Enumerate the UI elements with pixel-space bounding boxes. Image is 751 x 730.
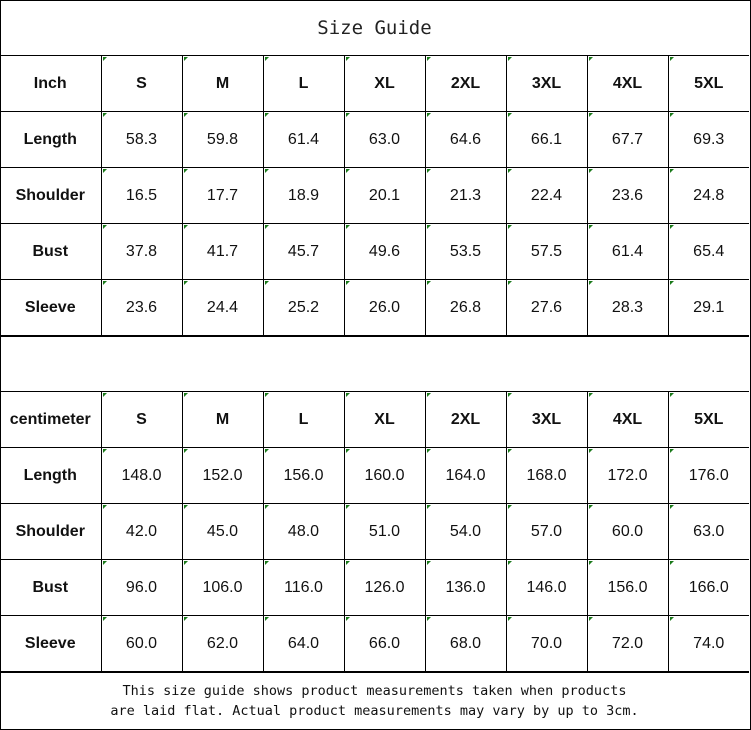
measurement-value: 59.8: [182, 112, 263, 168]
measurement-value: 37.8: [101, 224, 182, 280]
measurement-value: 23.6: [587, 168, 668, 224]
measurement-value: 45.0: [182, 504, 263, 560]
measurement-value: 72.0: [587, 616, 668, 672]
measurement-value: 17.7: [182, 168, 263, 224]
measurement-value: 64.6: [425, 112, 506, 168]
measurement-value: 60.0: [587, 504, 668, 560]
measurement-value: 148.0: [101, 448, 182, 504]
size-header: 3XL: [506, 56, 587, 112]
measurement-value: 16.5: [101, 168, 182, 224]
note-line-2: are laid flat. Actual product measurements may vary by up to 3cm.: [110, 702, 639, 719]
page-title: Size Guide: [0, 0, 749, 56]
measurement-value: 57.5: [506, 224, 587, 280]
measurement-value: 67.7: [587, 112, 668, 168]
header-row: [0, 392, 749, 448]
measurement-value: 18.9: [263, 168, 344, 224]
measurement-note: [0, 672, 749, 728]
measurement-label: Length: [0, 448, 101, 504]
measurement-value: 49.6: [344, 224, 425, 280]
inch-size-table: [0, 56, 749, 336]
centimeter-size-table: [0, 392, 749, 672]
measurement-value: 70.0: [506, 616, 587, 672]
size-header: L: [263, 392, 344, 448]
measurement-value: 126.0: [344, 560, 425, 616]
measurement-value: 29.1: [668, 280, 749, 336]
measurement-value: 69.3: [668, 112, 749, 168]
measurement-value: 61.4: [263, 112, 344, 168]
size-header: 2XL: [425, 56, 506, 112]
measurement-value: 63.0: [344, 112, 425, 168]
measurement-value: 22.4: [506, 168, 587, 224]
measurement-value: 21.3: [425, 168, 506, 224]
measurement-value: 136.0: [425, 560, 506, 616]
measurement-value: 53.5: [425, 224, 506, 280]
measurement-value: 24.4: [182, 280, 263, 336]
size-header: 4XL: [587, 392, 668, 448]
measurement-value: 68.0: [425, 616, 506, 672]
unit-label: centimeter: [0, 392, 101, 448]
measurement-value: 45.7: [263, 224, 344, 280]
measurement-value: 26.0: [344, 280, 425, 336]
size-header: 4XL: [587, 56, 668, 112]
measurement-value: 25.2: [263, 280, 344, 336]
measurement-label: Sleeve: [0, 280, 101, 336]
measurement-value: 106.0: [182, 560, 263, 616]
measurement-label: Length: [0, 112, 101, 168]
measurement-value: 74.0: [668, 616, 749, 672]
note-line-1: This size guide shows product measurements taken when products: [122, 682, 627, 699]
measurement-value: 28.3: [587, 280, 668, 336]
table-row: [0, 504, 749, 560]
measurement-label: Bust: [0, 560, 101, 616]
size-header: M: [182, 392, 263, 448]
size-header: 3XL: [506, 392, 587, 448]
size-header: XL: [344, 392, 425, 448]
measurement-value: 66.0: [344, 616, 425, 672]
size-header: XL: [344, 56, 425, 112]
measurement-label: Shoulder: [0, 504, 101, 560]
size-header: L: [263, 56, 344, 112]
measurement-value: 41.7: [182, 224, 263, 280]
measurement-value: 146.0: [506, 560, 587, 616]
measurement-value: 62.0: [182, 616, 263, 672]
measurement-value: 176.0: [668, 448, 749, 504]
size-header: M: [182, 56, 263, 112]
table-row: [0, 280, 749, 336]
measurement-value: 26.8: [425, 280, 506, 336]
measurement-value: 96.0: [101, 560, 182, 616]
measurement-value: 164.0: [425, 448, 506, 504]
measurement-value: 172.0: [587, 448, 668, 504]
unit-label: Inch: [0, 56, 101, 112]
measurement-value: 51.0: [344, 504, 425, 560]
measurement-value: 54.0: [425, 504, 506, 560]
measurement-value: 27.6: [506, 280, 587, 336]
measurement-label: Shoulder: [0, 168, 101, 224]
measurement-value: 116.0: [263, 560, 344, 616]
measurement-value: 20.1: [344, 168, 425, 224]
table-row: [0, 616, 749, 672]
measurement-value: 48.0: [263, 504, 344, 560]
measurement-value: 42.0: [101, 504, 182, 560]
header-row: [0, 56, 749, 112]
measurement-value: 58.3: [101, 112, 182, 168]
measurement-value: 66.1: [506, 112, 587, 168]
size-header: 5XL: [668, 392, 749, 448]
table-row: [0, 560, 749, 616]
size-header: 5XL: [668, 56, 749, 112]
measurement-value: 65.4: [668, 224, 749, 280]
table-row: [0, 168, 749, 224]
table-row: [0, 224, 749, 280]
measurement-value: 160.0: [344, 448, 425, 504]
size-header: S: [101, 56, 182, 112]
measurement-value: 64.0: [263, 616, 344, 672]
measurement-value: 152.0: [182, 448, 263, 504]
measurement-label: Bust: [0, 224, 101, 280]
measurement-value: 156.0: [587, 560, 668, 616]
measurement-value: 156.0: [263, 448, 344, 504]
measurement-value: 60.0: [101, 616, 182, 672]
table-row: [0, 448, 749, 504]
measurement-value: 166.0: [668, 560, 749, 616]
size-header: 2XL: [425, 392, 506, 448]
measurement-value: 24.8: [668, 168, 749, 224]
table-row: [0, 112, 749, 168]
measurement-value: 168.0: [506, 448, 587, 504]
measurement-value: 23.6: [101, 280, 182, 336]
measurement-value: 61.4: [587, 224, 668, 280]
measurement-value: 63.0: [668, 504, 749, 560]
measurement-label: Sleeve: [0, 616, 101, 672]
table-spacer: [0, 336, 749, 392]
measurement-value: 57.0: [506, 504, 587, 560]
size-header: S: [101, 392, 182, 448]
